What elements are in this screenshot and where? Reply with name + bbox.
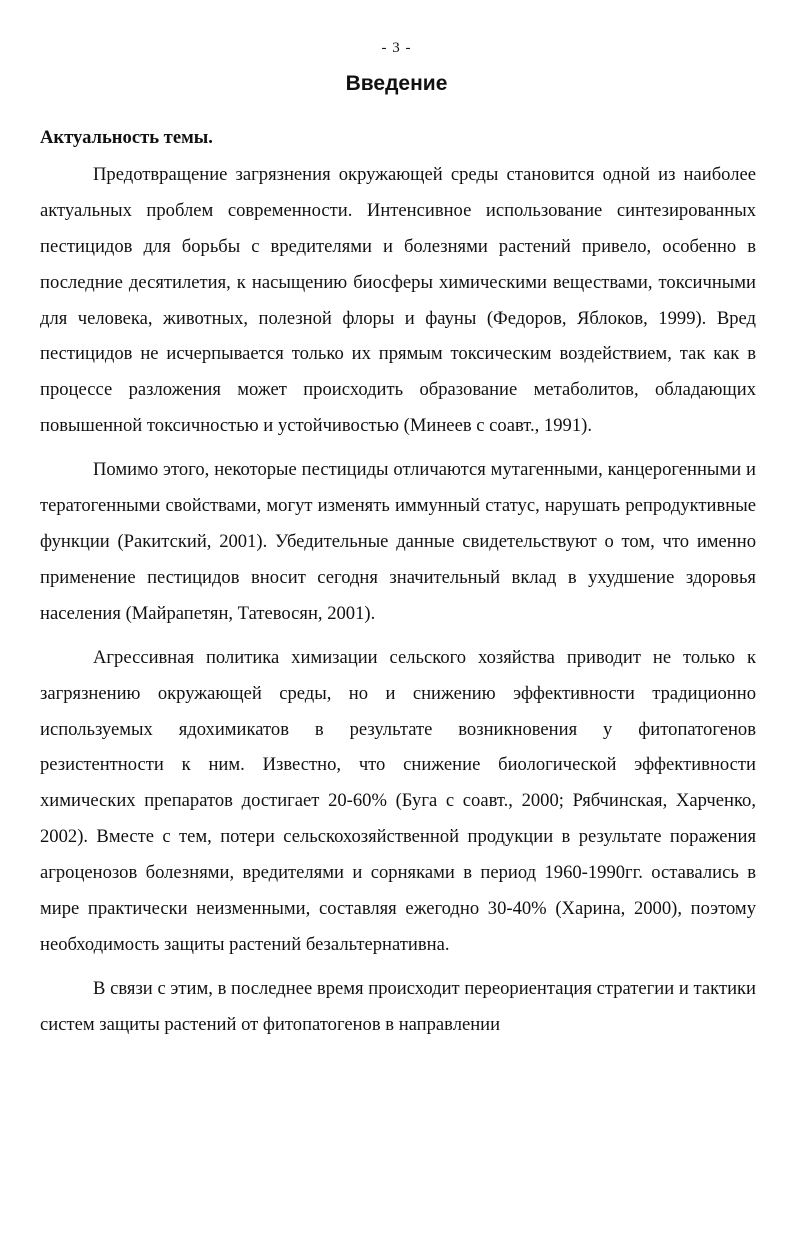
page-title: Введение xyxy=(345,72,448,95)
paragraph-2: Помимо этого, некоторые пестициды отличаются мутагенными, канцерогенными и тератогенными свойствами, могут изменять иммунный статус, нарушать репродуктивные функции (Ракитский, 2001). Убедительные данные свидетельствуют о том, что именно применение пестицидов вносит сегодня значительный вклад в ухудшение здоровья населения (Майрапетян, Татевосян, 2001). xyxy=(40,459,756,624)
paragraph-1: Предотвращение загрязнения окружающей среды становится одной из наиболее актуальных проблем современности. Интенсивное использование синтезированных пестицидов для борьбы с вредителями и болезнями растений привело, особенно в последние десятилетия, к насыщению биосферы химическими веществами, токсичными для человека, животных, полезной флоры и фауны (Федоров, Яблоков, 1999). Вред пестицидов не исчерпывается только их прямым токсическим воздействием, так как в процессе разложения может происходить образование метаболитов, обладающих повышенной токсичностью и устойчивостью (Минеев с соавт., 1991). xyxy=(40,163,756,437)
paragraph-3: Агрессивная политика химизации сельского хозяйства приводит не только к загрязнению окружающей среды, но и снижению эффективности традиционно используемых ядохимикатов в результате возникновения у фитопатогенов резистентности к ним. Известно, что снижение биологической эффективности химических препаратов достигает 20-60% (Буга с соавт., 2000; Рябчинская, Харченко, 2002). Вместе с тем, потери сельскохозяйственной продукции в результате поражения агроценозов болезнями, вредителями и сорняками в период 1960-1990гг. оставались в мире практически неизменными, составляя ежегодно 30-40% (Харина, 2000), поэтому необходимость защиты растений безальтернативна. xyxy=(40,646,756,955)
paragraph-4: В связи с этим, в последнее время происходит переориентация стратегии и тактики систем защиты растений от фитопатогенов в направлении xyxy=(40,977,756,1035)
section-subheading: Актуальность темы. xyxy=(40,127,213,148)
page-number: - 3 - xyxy=(381,40,412,56)
page-body xyxy=(40,120,756,1043)
